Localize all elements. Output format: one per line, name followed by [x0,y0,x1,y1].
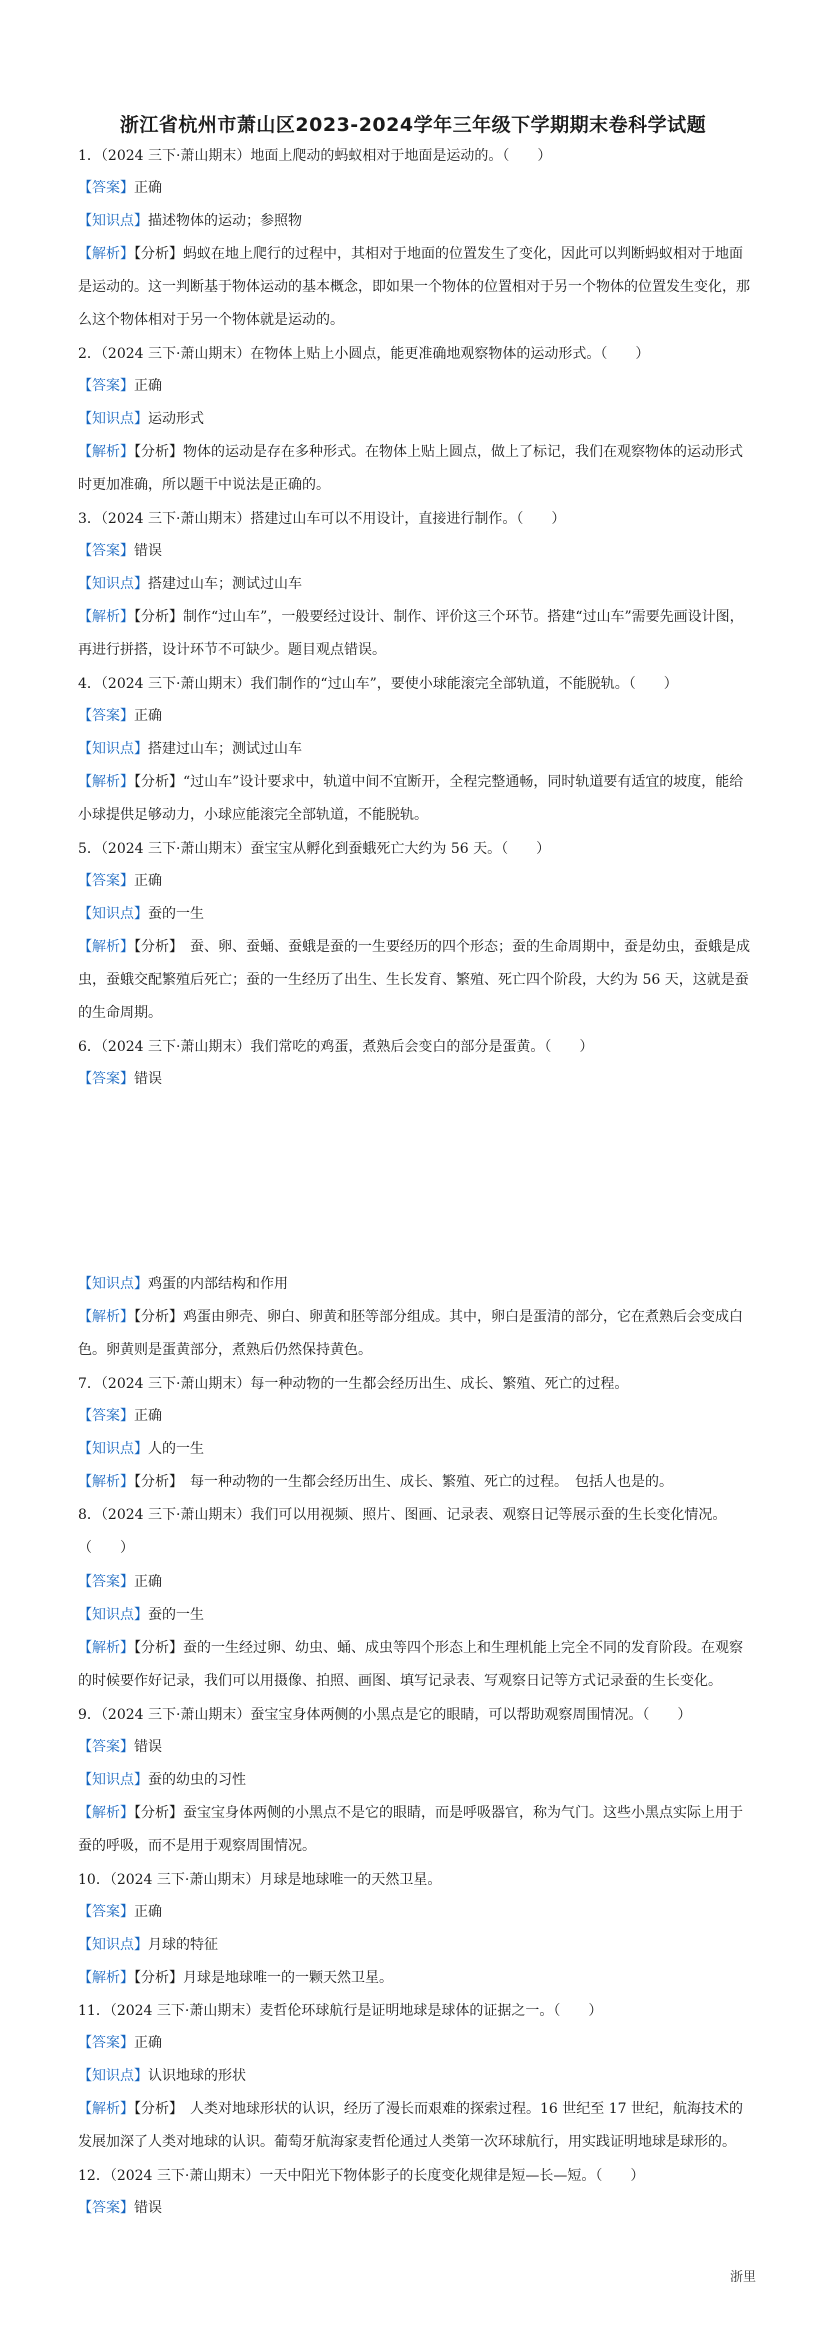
fenxi-tag: 【分析】 [134,939,176,955]
analysis-tag: 【解析】 [78,1640,134,1656]
question-text: 7．（2024 三下·萧山期末）每一种动物的一生都会经历出生、成长、繁殖、死亡的过程。 [78,1376,629,1392]
answer-value: 错误 [134,2200,162,2216]
analysis-value: 月球是地球唯一的一颗天然卫星。 [183,1970,393,1986]
question-text: 4．（2024 三下·萧山期末）我们制作的“过山车”，要使小球能滚完全部轨道，不能脱轨。（ ） [78,676,678,692]
knowledge-tag: 【知识点】 [78,213,148,229]
analysis-value: 蚕、卵、蚕蛹、蚕蛾是蚕的一生要经历的四个形态；蚕的生命周期中，蚕是幼虫，蚕蛾是成虫，蚕蛾交配繁殖后死亡；蚕的一生经历了出生、生长发育、繁殖、死亡四个阶段，大约为 56 天，这就是蚕的生命周期。 [78,939,750,1021]
fenxi-tag: 【分析】 [134,1970,183,1986]
answer-value: 正确 [134,2035,162,2051]
analysis-line [78,1797,754,1863]
knowledge-tag: 【知识点】 [78,741,148,757]
answer-tag: 【答案】 [78,873,134,889]
analysis-value: 每一种动物的一生都会经历出生、成长、繁殖、死亡的过程。 包括人也是的。 [176,1474,673,1490]
analysis-value: 人类对地球形状的认识，经历了漫长而艰难的探索过程。16 世纪至 17 世纪，航海技术的发展加深了人类对地球的认识。葡萄牙航海家麦哲伦通过人类第一次环球航行，用实践证明地球是球形的。 [78,2101,743,2150]
analysis-value: “过山车”设计要求中，轨道中间不宜断开，全程完整通畅，同时轨道要有适宜的坡度，能给小球提供足够动力，小球应能滚完全部轨道，不能脱轨。 [78,774,744,823]
analysis-tag: 【解析】 [78,1805,134,1821]
question-text: 9．（2024 三下·萧山期末）蚕宝宝身体两侧的小黑点是它的眼睛，可以帮助观察周围情况。（ ） [78,1707,692,1723]
analysis-line [78,1472,754,1492]
knowledge-line [78,739,754,759]
question-text: 1．（2024 三下·萧山期末）地面上爬动的蚂蚁相对于地面是运动的。（ ） [78,148,552,164]
answer-value: 正确 [134,1408,162,1424]
analysis-line [78,1301,754,1367]
knowledge-value: 运动形式 [148,411,204,427]
analysis-tag: 【解析】 [78,246,134,262]
knowledge-value: 蚕的一生 [148,906,204,922]
analysis-value: 蚂蚁在地上爬行的过程中，其相对于地面的位置发生了变化，因此可以判断蚂蚁相对于地面是运动的。这一判断基于物体运动的基本概念，即如果一个物体的位置相对于另一个物体的位置发生变化，那么这个物体相对于另一个物体就是运动的。 [78,246,750,328]
answer-value: 错误 [134,1071,162,1087]
knowledge-tag: 【知识点】 [78,1276,148,1292]
fenxi-tag: 【分析】 [134,774,183,790]
answer-line [78,376,754,396]
fenxi-tag: 【分析】 [134,1309,183,1325]
analysis-value: 蚕的一生经过卵、幼虫、蛹、成虫等四个形态上和生理机能上完全不同的发育阶段。在观察的时候要作好记录，我们可以用摄像、拍照、画图、填写记录表、写观察日记等方式记录蚕的生长变化。 [78,1640,743,1689]
answer-value: 正确 [134,378,162,394]
knowledge-value: 人的一生 [148,1441,204,1457]
answer-value: 正确 [134,180,162,196]
knowledge-tag: 【知识点】 [78,1937,148,1953]
analysis-line [78,436,754,502]
question-text: 12．（2024 三下·萧山期末）一天中阳光下物体影子的长度变化规律是短—长—短。（ ） [78,2168,645,2184]
page-footer: 浙里 [729,2270,756,2285]
question-text: 3．（2024 三下·萧山期末）搭建过山车可以不用设计，直接进行制作。（ ） [78,511,566,527]
answer-tag: 【答案】 [78,2200,134,2216]
knowledge-tag: 【知识点】 [78,1607,148,1623]
analysis-value: 物体的运动是存在多种形式。在物体上贴上圆点，做上了标记，我们在观察物体的运动形式时更加准确，所以题干中说法是正确的。 [78,444,743,493]
answer-line [78,1069,754,1089]
knowledge-tag: 【知识点】 [78,1772,148,1788]
analysis-line [78,238,754,337]
analysis-line [78,1968,754,1988]
question-text: 8．（2024 三下·萧山期末）我们可以用视频、照片、图画、记录表、观察日记等展示蚕的生长变化情况。（ ） [78,1507,727,1556]
answer-line [78,2033,754,2053]
answer-tag: 【答案】 [78,2035,134,2051]
knowledge-tag: 【知识点】 [78,411,148,427]
analysis-tag: 【解析】 [78,609,134,625]
analysis-line [78,2093,754,2159]
question-text: 6．（2024 三下·萧山期末）我们常吃的鸡蛋，煮熟后会变白的部分是蛋黄。（ ） [78,1039,594,1055]
knowledge-line [78,2066,754,2086]
question-text: 2．（2024 三下·萧山期末）在物体上贴上小圆点，能更准确地观察物体的运动形式。（ ） [78,346,650,362]
fenxi-tag: 【分析】 [134,1474,176,1490]
analysis-tag: 【解析】 [78,444,134,460]
knowledge-line [78,1274,754,1294]
answer-value: 正确 [134,708,162,724]
blank-space [78,1102,754,1274]
answer-tag: 【答案】 [78,1071,134,1087]
knowledge-value: 蚕的一生 [148,1607,204,1623]
question-text: 10．（2024 三下·萧山期末）月球是地球唯一的天然卫星。 [78,1872,442,1888]
answer-tag: 【答案】 [78,1408,134,1424]
knowledge-tag: 【知识点】 [78,1441,148,1457]
answer-tag: 【答案】 [78,708,134,724]
knowledge-value: 蚕的幼虫的习性 [148,1772,246,1788]
analysis-tag: 【解析】 [78,1970,134,1986]
knowledge-line [78,574,754,594]
knowledge-tag: 【知识点】 [78,2068,148,2084]
analysis-tag: 【解析】 [78,774,134,790]
fenxi-tag: 【分析】 [134,609,183,625]
knowledge-line [78,1439,754,1459]
knowledge-value: 认识地球的形状 [148,2068,246,2084]
analysis-value: 蚕宝宝身体两侧的小黑点不是它的眼睛，而是呼吸器官，称为气门。这些小黑点实际上用于蚕的呼吸，而不是用于观察周围情况。 [78,1805,743,1854]
answer-line [78,1406,754,1426]
knowledge-value: 搭建过山车；测试过山车 [148,741,302,757]
answer-tag: 【答案】 [78,180,134,196]
analysis-tag: 【解析】 [78,2101,134,2117]
knowledge-line [78,409,754,429]
answer-line [78,541,754,561]
question-text: 5．（2024 三下·萧山期末）蚕宝宝从孵化到蚕蛾死亡大约为 56 天。（ ） [78,841,551,857]
analysis-line [78,766,754,832]
analysis-tag: 【解析】 [78,939,134,955]
answer-tag: 【答案】 [78,378,134,394]
knowledge-line [78,211,754,231]
answer-line [78,706,754,726]
answer-value: 错误 [134,543,162,559]
question-text: 11．（2024 三下·萧山期末）麦哲伦环球航行是证明地球是球体的证据之一。（ ） [78,2003,603,2019]
knowledge-value: 鸡蛋的内部结构和作用 [148,1276,288,1292]
knowledge-value: 月球的特征 [148,1937,218,1953]
analysis-line [78,601,754,667]
knowledge-line [78,1935,754,1955]
analysis-value: 制作“过山车”，一般要经过设计、制作、评价这三个环节。搭建“过山车”需要先画设计图，再进行拼搭，设计环节不可缺少。题目观点错误。 [78,609,744,658]
answer-line [78,1737,754,1757]
answer-value: 错误 [134,1739,162,1755]
answer-line [78,2198,754,2218]
knowledge-line [78,1605,754,1625]
answer-line [78,1572,754,1592]
answer-line [78,178,754,198]
question-list [78,146,754,2231]
knowledge-value: 描述物体的运动；参照物 [148,213,302,229]
answer-tag: 【答案】 [78,1739,134,1755]
answer-value: 正确 [134,1904,162,1920]
answer-value: 正确 [134,873,162,889]
answer-tag: 【答案】 [78,1574,134,1590]
answer-tag: 【答案】 [78,1904,134,1920]
knowledge-tag: 【知识点】 [78,576,148,592]
fenxi-tag: 【分析】 [134,2101,176,2117]
fenxi-tag: 【分析】 [134,1640,183,1656]
analysis-line [78,1632,754,1698]
fenxi-tag: 【分析】 [134,246,183,262]
analysis-tag: 【解析】 [78,1309,134,1325]
answer-value: 正确 [134,1574,162,1590]
knowledge-value: 搭建过山车；测试过山车 [148,576,302,592]
answer-tag: 【答案】 [78,543,134,559]
analysis-tag: 【解析】 [78,1474,134,1490]
answer-line [78,871,754,891]
knowledge-line [78,1770,754,1790]
page-title: 浙江省杭州市萧山区2023-2024学年三年级下学期期末卷科学试题 [119,114,707,136]
analysis-line [78,931,754,1030]
fenxi-tag: 【分析】 [134,1805,183,1821]
knowledge-line [78,904,754,924]
fenxi-tag: 【分析】 [134,444,183,460]
analysis-value: 鸡蛋由卵壳、卵白、卵黄和胚等部分组成。其中，卵白是蛋清的部分，它在煮熟后会变成白色。卵黄则是蛋黄部分，煮熟后仍然保持黄色。 [78,1309,743,1358]
knowledge-tag: 【知识点】 [78,906,148,922]
answer-line [78,1902,754,1922]
